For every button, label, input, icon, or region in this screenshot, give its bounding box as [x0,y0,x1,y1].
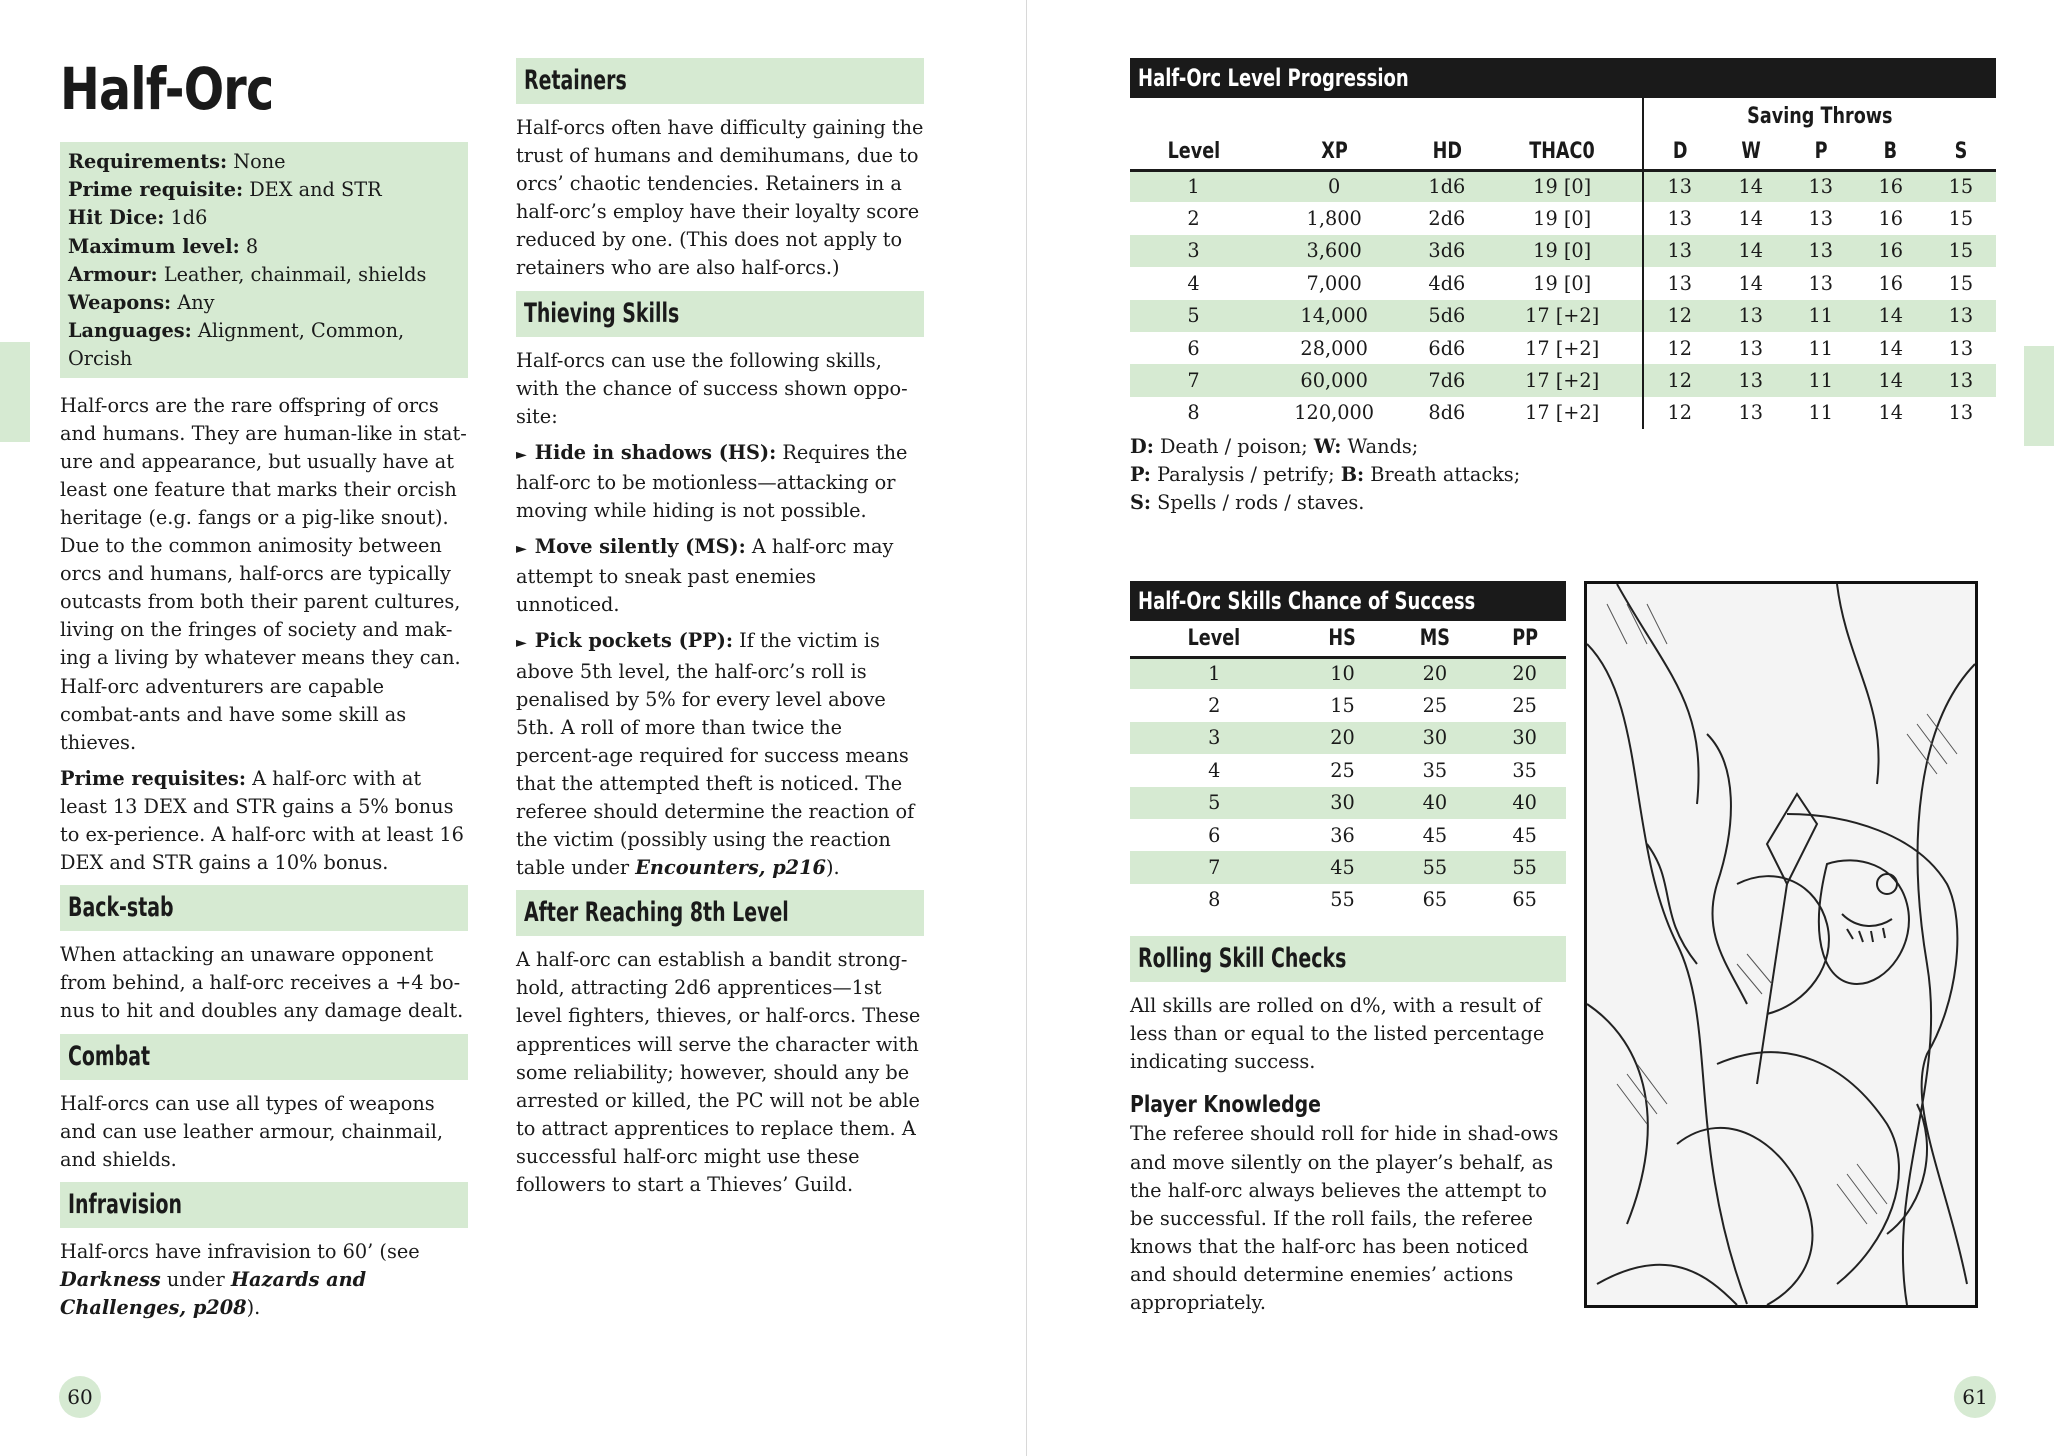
skills-header-ms: MS [1386,621,1483,657]
skill-move-silently: ► Move silently (MS): A half-orc may attempt to sneak past enemies unnoticed. [516,535,894,617]
bullet-triangle-icon: ► [516,541,527,558]
table-cell: 19 [0] [1533,207,1592,231]
table-cell: 35 [1422,758,1448,782]
table-cell: 17 [+2] [1525,401,1600,425]
page-title: Half-Orc [60,55,274,123]
table-cell: 6 [1208,823,1221,847]
table-cell: 2 [1187,207,1200,231]
page-number-right: 61 [1954,1376,1996,1418]
table-cell: 13 [1926,364,1996,396]
prime-requisites-paragraph: Prime requisites: A half-orc with at least 13 DEX and STR gains a 5% bonus to ex-perience. A half-orc with at least 16 DEX and STR gains a 10% bonus. [60,766,464,875]
stat-weapons: Weapons: Any [68,291,215,315]
thieving-skills-heading: Thieving Skills [516,291,924,337]
half-orc-sketch-icon [1587,584,1975,1305]
table-cell: 36 [1330,823,1355,847]
stat-prime-requisite: Prime requisite: DEX and STR [68,178,382,202]
table-cell: 15 [1948,271,1974,295]
table-cell: 13 [1643,170,1716,202]
table-cell: 28,000 [1300,336,1368,360]
table-cell: 12 [1643,397,1716,429]
infravision-heading: Infravision [60,1182,468,1228]
darkness-reference: Darkness [60,1267,161,1291]
skills-header-pp: PP [1483,621,1566,657]
bullet-triangle-icon: ► [516,635,527,652]
table-cell: 14 [1738,207,1763,231]
table-cell: 55 [1483,851,1566,883]
table-cell: 16 [1856,235,1926,267]
stat-armour: Armour: Leather, chainmail, shields [68,262,427,286]
table-cell: 1d6 [1411,170,1482,202]
table-cell: 19 [0] [1533,271,1592,295]
chapter-tab-right [2024,346,2054,446]
backstab-text: When attacking an unaware opponent from behind, a half-orc receives a +4 bo-nus to hit and doubles any damage dealt. [60,943,464,1023]
table-cell: 7,000 [1306,271,1362,295]
table-cell: 65 [1512,888,1537,912]
progression-header-w: W [1716,134,1786,170]
left-column-1 [60,54,468,1330]
retainers-text: Half-orcs often have difficulty gaining the trust of humans and demihumans, due to orcs’ chaotic tendencies. Retainers in a half-orc’s employ have their loyalty score reduced by one. (This does not apply to retainers who are also half-orcs.) [516,116,924,280]
after-8th-level-heading: After Reaching 8th Level [516,890,924,936]
table-cell: 15 [1926,170,1996,202]
progression-header-b: B [1856,134,1926,170]
table-row [1130,851,1566,883]
skills-header-level: Level [1130,621,1299,657]
hazards-reference: Hazards and Challenges, p208 [60,1267,367,1319]
table-cell: 3,600 [1257,235,1411,267]
skills-header-hs: HS [1299,621,1387,657]
table-cell: 8 [1187,401,1200,425]
table-cell: 25 [1512,694,1537,718]
table-cell: 25 [1422,694,1448,718]
table-cell: 14,000 [1257,300,1411,332]
table-cell: 13 [1738,401,1763,425]
table-cell: 45 [1422,823,1448,847]
table-cell: 25 [1330,758,1355,782]
legend-line: S: Spells / rods / staves. [1130,491,1365,515]
table-row [1130,202,1996,234]
thieving-intro: Half-orcs can use the following skills, with the chance of success shown oppo-site: [516,348,908,428]
table-row [1130,722,1566,754]
table-cell: 13 [1716,364,1786,396]
table-cell: 13 [1643,202,1716,234]
progression-header-xp: XP [1257,134,1411,170]
table-cell: 7 [1130,364,1257,396]
table-cell: 60,000 [1257,364,1411,396]
table-cell: 14 [1716,170,1786,202]
table-cell: 35 [1512,758,1537,782]
table-cell: 13 [1926,300,1996,332]
table-cell: 4 [1208,758,1221,782]
table-cell: 0 [1257,170,1411,202]
table-cell: 13 [1948,336,1974,360]
saving-throws-label: Saving Throws [1643,98,1996,134]
table-cell: 55 [1330,888,1355,912]
table-cell: 5 [1130,787,1299,819]
table-cell: 1 [1130,170,1257,202]
table-cell: 11 [1786,300,1856,332]
progression-header-d: D [1643,134,1716,170]
table-cell: 16 [1856,170,1926,202]
table-cell: 10 [1299,657,1387,689]
intro-paragraph: Half-orcs are the rare offspring of orcs and humans. They are human-like in stat-ure and appearance, but usually have at least one feature that marks their orcish heritage (e.g. fangs or a pig-like snout). Due to the common animosity between orcs and humans, half-orcs are typically outcasts from both their parent cultures, living on the fringes of society and mak-ing a living by whatever means they can. Half-orc adventurers are capable combat-ants and have some skill as thieves. [60,393,467,754]
table-cell: 19 [0] [1483,170,1643,202]
table-cell: 3 [1130,722,1299,754]
table-cell: 7d6 [1411,364,1482,396]
table-cell: 13 [1808,271,1834,295]
table-cell: 16 [1878,271,1904,295]
table-row [1130,267,1996,299]
table-row [1130,884,1566,916]
table-cell: 20 [1483,657,1566,689]
table-row [1130,170,1996,202]
table-cell: 13 [1808,207,1834,231]
table-cell: 30 [1483,722,1566,754]
stat-languages: Languages: Alignment, Common, Orcish [68,319,405,371]
table-row [1130,235,1996,267]
rolling-skill-checks-heading: Rolling Skill Checks [1130,936,1566,982]
progression-header-hd: HD [1411,134,1482,170]
table-row [1130,819,1566,851]
table-row [1130,364,1996,396]
table-cell: 20 [1299,722,1387,754]
table-cell: 11 [1808,401,1834,425]
player-knowledge-heading: Player Knowledge [1130,1092,1321,1119]
table-cell: 2 [1208,694,1221,718]
level-progression-section [1130,58,1996,517]
skills-header-row [1130,621,1566,657]
table-cell: 12 [1643,364,1716,396]
backstab-heading: Back-stab [60,885,468,931]
table-cell: 13 [1716,300,1786,332]
table-cell: 5d6 [1411,300,1482,332]
legend-line: D: Death / poison; W: Wands; [1130,435,1419,459]
table-cell: 14 [1716,235,1786,267]
chapter-tab-left [0,342,30,442]
progression-header-thac0: THAC0 [1483,134,1643,170]
table-cell: 14 [1856,364,1926,396]
skills-section [1130,581,1566,1325]
progression-header-level: Level [1130,134,1257,170]
table-cell: 13 [1786,170,1856,202]
table-cell: 15 [1926,235,1996,267]
encounters-reference: Encounters, p216 [635,856,826,880]
skills-table-title: Half-Orc Skills Chance of Success [1130,581,1566,621]
combat-heading: Combat [60,1034,468,1080]
table-cell: 11 [1786,364,1856,396]
table-cell: 19 [0] [1483,235,1643,267]
table-cell: 1 [1130,657,1299,689]
table-cell: 8d6 [1428,401,1466,425]
table-cell: 17 [+2] [1483,364,1643,396]
progression-header-s: S [1926,134,1996,170]
table-row [1130,689,1566,721]
retainers-heading: Retainers [516,58,924,104]
table-cell: 7 [1130,851,1299,883]
skill-pick-pockets: ► Pick pockets (PP): If the victim is above 5th level, the half-orc’s roll is penalised by 5% for every level above 5th. A roll of more than twice the percent-age required for success means that the attempted theft is noticed. The referee should determine the reaction of the victim (possibly using the reaction table under Encounters, p216). [516,629,915,880]
table-cell: 6 [1187,336,1200,360]
progression-header-p: P [1786,134,1856,170]
table-cell: 13 [1948,401,1974,425]
table-cell: 17 [+2] [1483,300,1643,332]
table-cell: 4 [1187,271,1200,295]
table-cell: 20 [1386,657,1483,689]
progression-header-row [1130,134,1996,170]
table-cell: 4d6 [1428,271,1466,295]
after-8th-level-text: A half-orc can establish a bandit strong-hold, attracting 2d6 apprentices—1st level fighters, thieves, or half-orcs. These apprentices will serve the character with some reliability; however, should any be arrested or killed, the PC will not be able to attract apprentices to replace them. A successful half-orc might use these followers to start a Thieves’ Guild. [516,948,921,1196]
table-row [1130,754,1566,786]
table-cell: 30 [1299,787,1387,819]
table-cell: 14 [1878,336,1904,360]
table-cell: 14 [1738,271,1763,295]
table-cell: 11 [1808,336,1834,360]
table-row [1130,300,1996,332]
table-row [1130,397,1996,429]
saving-throw-legend [1130,433,1996,517]
combat-text: Half-orcs can use all types of weapons and can use leather armour, chainmail, and shields. [60,1091,443,1171]
stat-requirements: Requirements: None [68,150,286,173]
page-number-left: 60 [59,1376,101,1418]
table-cell: 14 [1878,401,1904,425]
table-cell: 30 [1386,722,1483,754]
table-cell: 65 [1422,888,1448,912]
table-cell: 16 [1878,207,1904,231]
infravision-text: Half-orcs have infravision to 60’ (see Darkness under Hazards and Challenges, p208). [60,1239,420,1319]
table-cell: 3 [1130,235,1257,267]
table-cell: 13 [1738,336,1763,360]
rolling-skill-checks-text: All skills are rolled on d%, with a result of less than or equal to the listed percentage indicating success. [1130,994,1545,1074]
table-row [1130,787,1566,819]
table-cell: 8 [1208,888,1221,912]
level-progression-table [1130,98,1996,429]
left-column-2 [516,58,924,1207]
player-knowledge-text: The referee should roll for hide in shad-ows and move silently on the player’s behalf, as the half-orc always believes the attempt to be successful. If the roll fails, the referee knows that the half-orc has been noticed and should determine enemies’ actions appropriately. [1130,1122,1559,1314]
table-cell: 1,800 [1306,207,1362,231]
table-cell: 15 [1330,694,1355,718]
table-cell: 40 [1386,787,1483,819]
table-cell: 2d6 [1428,207,1466,231]
table-cell: 13 [1643,235,1716,267]
table-cell: 45 [1299,851,1387,883]
table-cell: 12 [1643,332,1716,364]
skill-hide-in-shadows: ► Hide in shadows (HS): Requires the half-orc to be motionless—attacking or moving while hiding is not possible. [516,440,908,523]
table-cell: 15 [1948,207,1974,231]
table-cell: 14 [1856,300,1926,332]
table-cell: 3d6 [1411,235,1482,267]
table-cell: 5 [1130,300,1257,332]
table-row [1130,657,1566,689]
table-cell: 55 [1386,851,1483,883]
table-cell: 6d6 [1428,336,1466,360]
bullet-triangle-icon: ► [516,446,527,463]
stat-maximum-level: Maximum level: 8 [68,234,259,258]
progression-body [1130,170,1996,429]
half-orc-illustration [1584,581,1978,1308]
level-progression-title: Half-Orc Level Progression [1130,58,1996,98]
skills-table [1130,621,1566,916]
table-cell: 12 [1643,300,1716,332]
table-row [1130,332,1996,364]
table-cell: 17 [+2] [1525,336,1600,360]
table-cell: 40 [1483,787,1566,819]
table-cell: 13 [1786,235,1856,267]
skills-body [1130,657,1566,916]
stat-block [60,142,468,378]
table-cell: 45 [1512,823,1537,847]
table-cell: 120,000 [1294,401,1375,425]
stat-hit-dice: Hit Dice: 1d6 [68,206,208,230]
legend-line: P: Paralysis / petrify; B: Breath attacks; [1130,463,1521,487]
table-cell: 13 [1643,267,1716,299]
saving-throws-row [1130,98,1996,134]
